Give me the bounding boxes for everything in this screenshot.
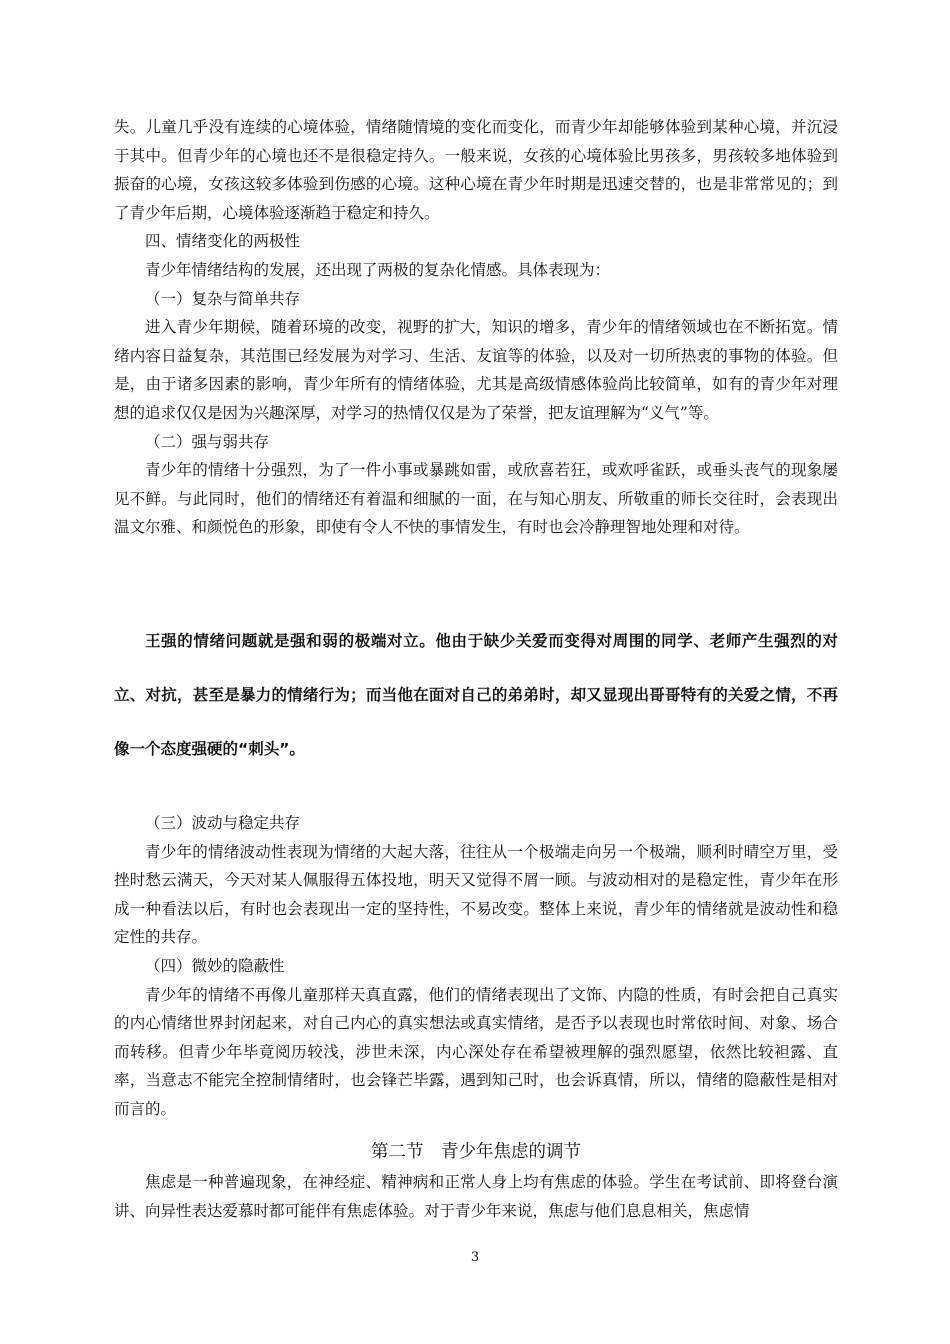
section-title: 第二节 青少年焦虑的调节: [371, 1142, 581, 1162]
paragraph-intro: 青少年情绪结构的发展，还出现了两极的复杂化情感。具体表现为：: [145, 260, 611, 279]
subheading-one: （一）复杂与简单共存: [145, 289, 301, 308]
case-note-text: 王强的情绪问题就是强和弱的极端对立。他由于缺少关爱而变得对周围的同学、老师产生强烈的对立、对抗，甚至是暴力的情绪行为；而当他在面对自己的弟弟时，却又显现出哥哥特有的关爱之情，不再像一个态度强硬的“刺头”。: [114, 632, 838, 758]
paragraph-complex-simple: 进入青少年期候，随着环境的改变，视野的扩大，知识的增多，青少年的情绪领域也在不断拓宽。情绪内容日益复杂，其范围已经发展为对学习、生活、友谊等的体验，以及对一切所热衷的事物的体验。但是，由于诸多因素的影响，青少年所有的情绪体验，尤其是高级情感体验尚比较简单，如有的青少年对理想的追求仅仅是因为兴趣深厚，对学习的热情仅仅是为了荣誉，把友谊理解为“义气”等。: [114, 318, 838, 422]
subheading-two: （二）强与弱共存: [145, 432, 270, 451]
page-number: 3: [470, 1250, 480, 1265]
paragraph-continuation: 失。儿童几乎没有连续的心境体验，情绪随情境的变化而变化，而青少年却能够体验到某种心境，并沉浸于其中。但青少年的心境也还不是很稳定持久。一般来说，女孩的心境体验比男孩多，男孩较多地体验到振奋的心境，女孩这较多体验到伤感的心境。这种心境在青少年时期是迅速交替的，也是非常常见的；到了青少年后期，心境体验逐渐趋于稳定和持久。: [114, 118, 838, 222]
paragraph-concealment: 青少年的情绪不再像儿童那样天真直露，他们的情绪表现出了文饰、内隐的性质，有时会把自己真实的内心情绪世界封闭起来，对自己内心的真实想法或真实情绪，是否予以表现也时常依时间、对象、场合而转移。但青少年毕竟阅历较浅，涉世未深，内心深处存在希望被理解的强烈愿望，依然比较袒露、直率，当意志不能完全控制情绪时，也会锋芒毕露，遇到知己时，也会诉真情，所以，情绪的隐蔽性是相对而言的。: [114, 985, 838, 1118]
text-block-middle: [114, 809, 838, 1124]
subheading-three: （三）波动与稳定共存: [145, 814, 301, 832]
text-block-top: [114, 113, 838, 542]
text-block-bottom: [114, 1168, 838, 1225]
case-note-block: [114, 614, 838, 776]
heading-section-four: 四、情绪变化的两极性: [145, 232, 301, 251]
paragraph-fluctuation: 青少年的情绪波动性表现为情绪的大起大落，往往从一个极端走向另一个极端，顺利时晴空万里，受挫时愁云满天，今天对某人佩服得五体投地，明天又觉得不屑一顾。与波动相对的是稳定性，青少年在形成一种看法以后，有时也会表现出一定的坚持性，不易改变。整体上来说，青少年的情绪就是波动性和稳定性的共存。: [114, 842, 838, 947]
subheading-four: （四）微妙的隐蔽性: [145, 956, 285, 975]
paragraph-anxiety: 焦虑是一种普遍现象，在神经症、精神病和正常人身上均有焦虑的体验。学生在考试前、即将登台演讲、向异性表达爱慕时都可能伴有焦虑体验。对于青少年来说，焦虑与他们息息相关，焦虑情: [114, 1173, 838, 1220]
paragraph-strong-weak: 青少年的情绪十分强烈，为了一件小事或暴跳如雷，或欣喜若狂，或欢呼雀跃，或垂头丧气的现象屡见不鲜。与此同时，他们的情绪还有着温和细腻的一面，在与知心朋友、所敬重的师长交往时，会表现出温文尔雅、和颜悦色的形象，即使有令人不快的事情发生，有时也会冷静理智地处理和对待。: [114, 461, 838, 537]
